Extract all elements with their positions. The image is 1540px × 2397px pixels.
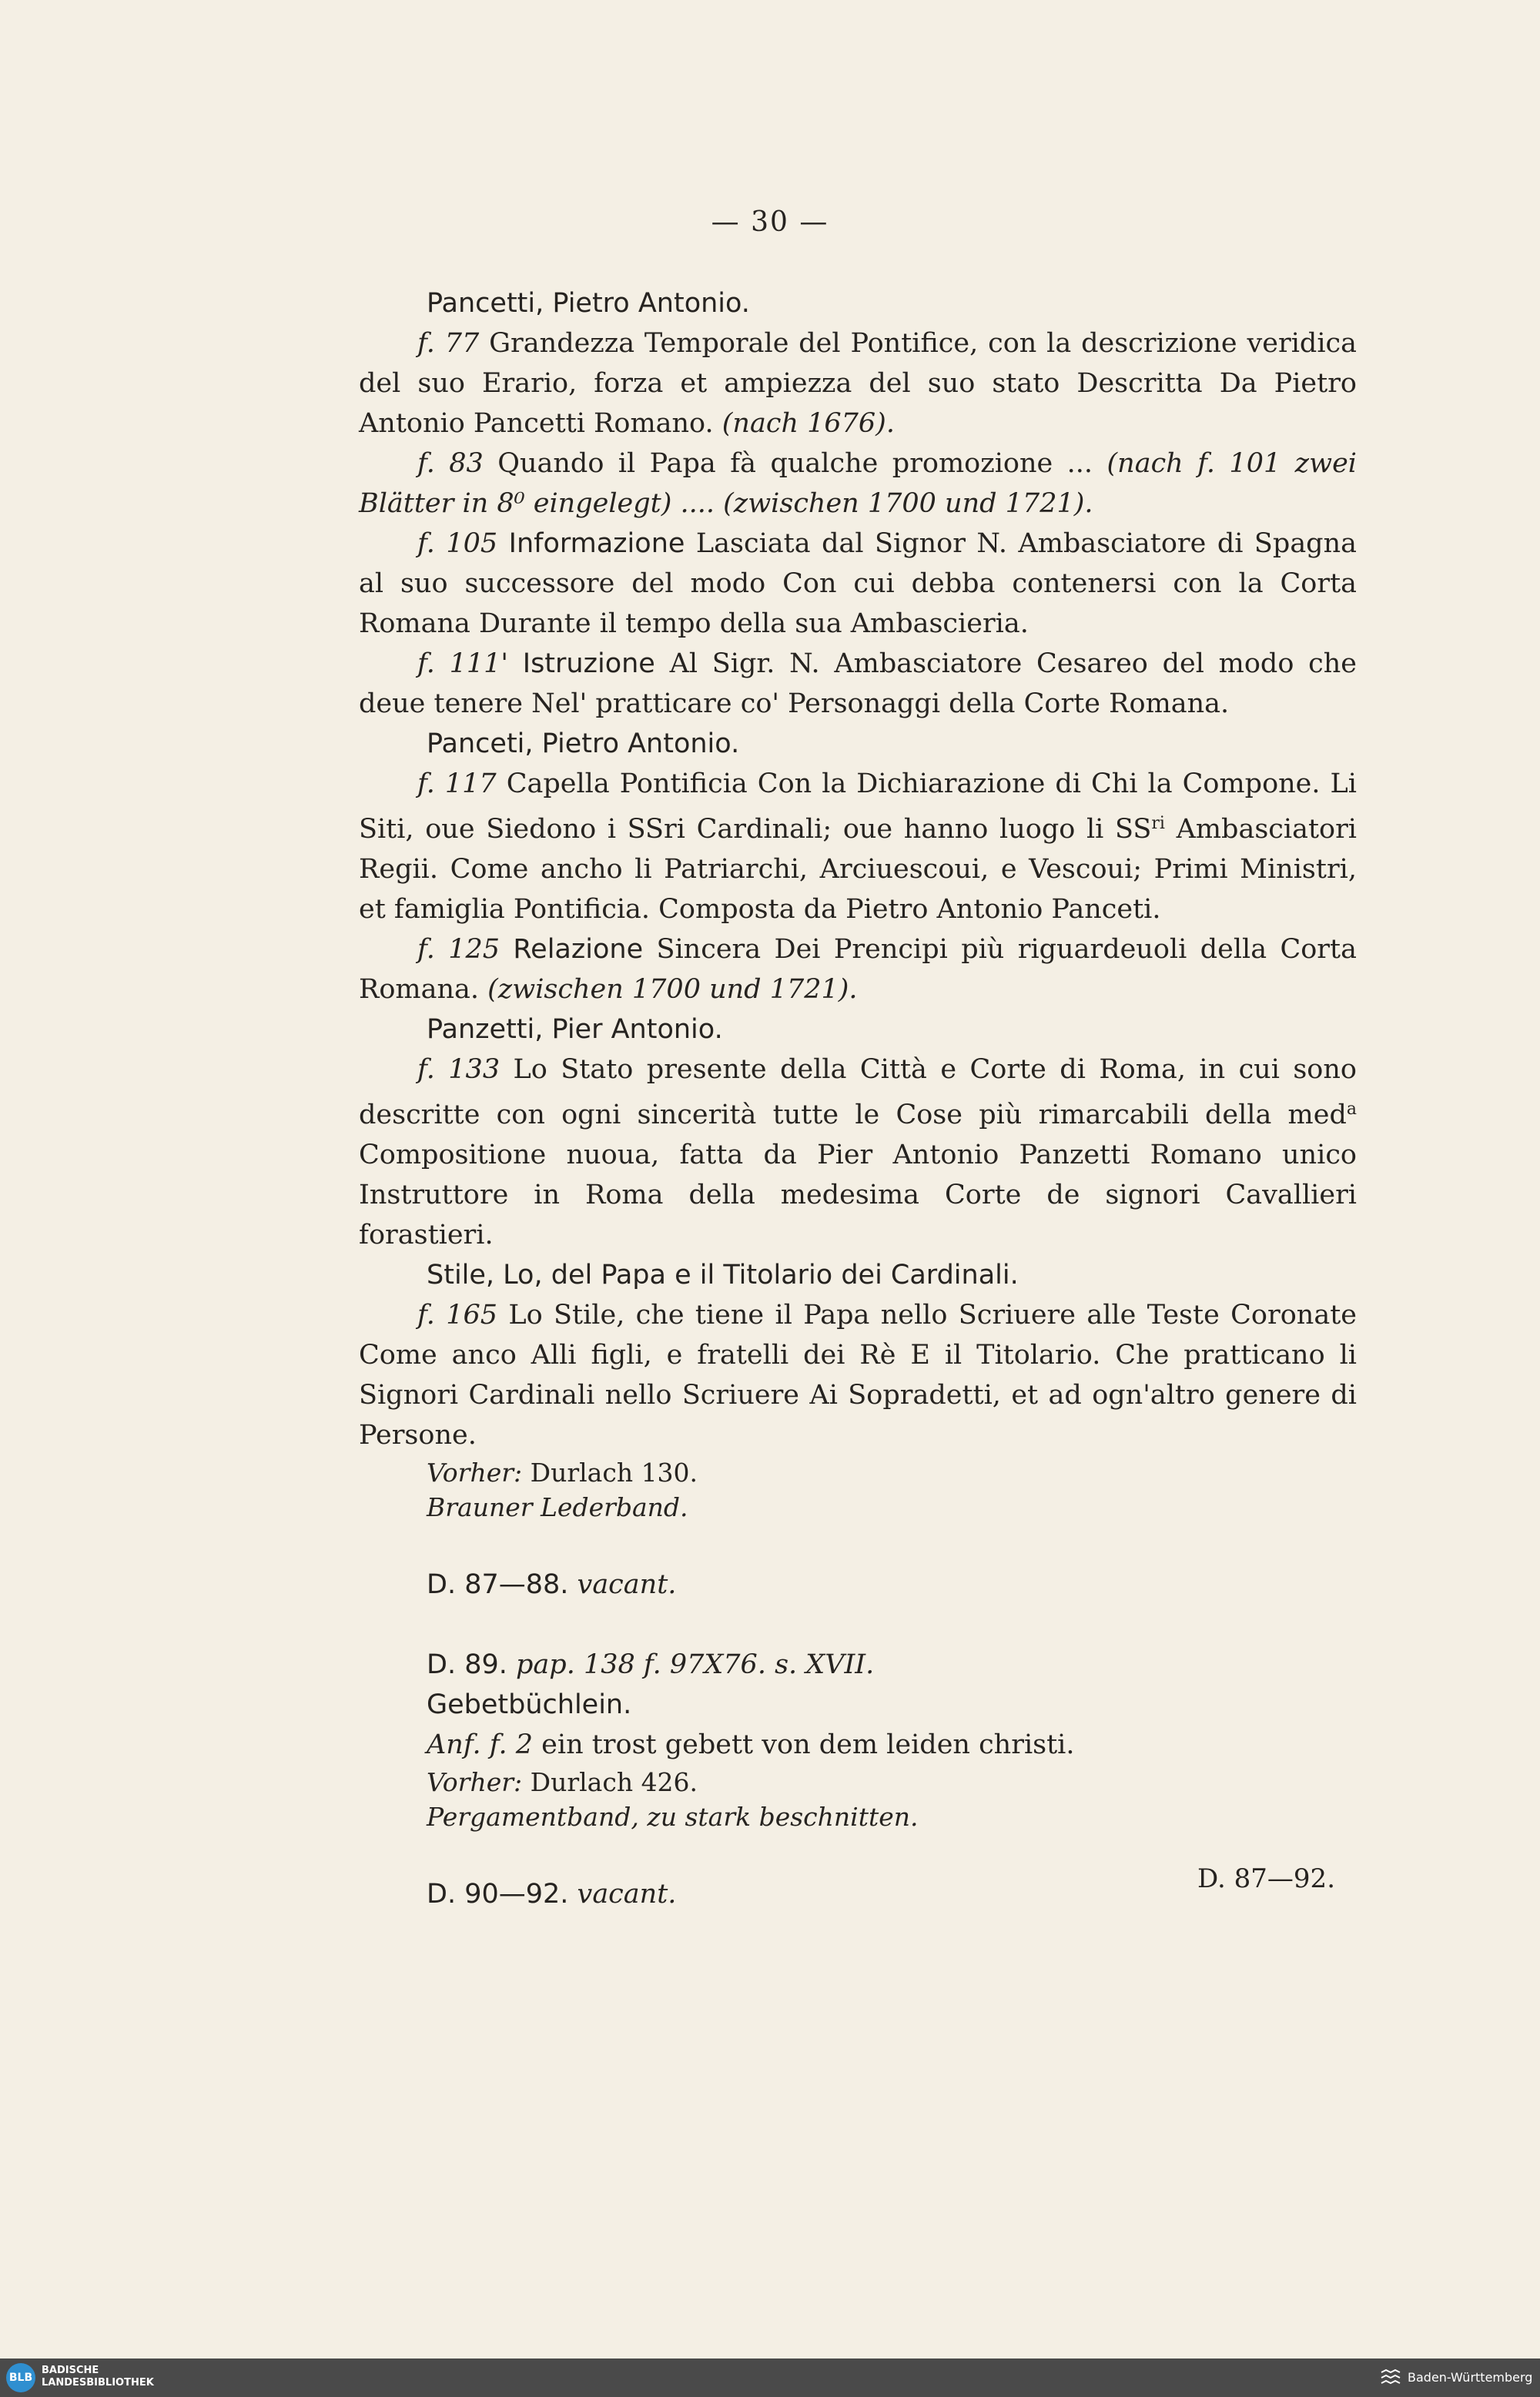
binding-note: Pergamentband, zu stark beschnitten.: [427, 1802, 919, 1832]
folio-ref: f. 77: [417, 328, 480, 359]
date-note: (nach f. 101 zwei Blätter in 8⁰ eingelegt) .... (zwischen 1700 und 1721).: [359, 448, 1357, 519]
library-name-line1: BADISCHE: [42, 2365, 99, 2376]
entry-lead: Informazione: [508, 528, 685, 559]
entry-heading: Panzetti, Pier Antonio.: [427, 1014, 723, 1045]
entry-heading: Gebetbüchlein.: [427, 1689, 632, 1720]
provenance-block: [359, 1455, 1357, 1525]
entry-f117: [359, 764, 1357, 929]
shelfmark: D. 89.: [427, 1649, 507, 1680]
shelfmark: D. 90—92.: [427, 1879, 569, 1910]
incipit: [359, 1725, 1357, 1765]
date-note: (zwischen 1700 und 1721).: [487, 974, 858, 1005]
shelfmark-d87: [359, 1565, 1357, 1605]
shelfmark-d89: [359, 1645, 1357, 1685]
entry-text: Al Sigr. N. Ambasciatore Cesareo del modo che deue tenere Nel' pratticare co' Personaggi della Corte Romana.: [359, 648, 1357, 719]
provenance-block: [359, 1765, 1357, 1834]
entry-text: Lo Stato presente della Città e Corte di Roma, in cui sono descritte con ogni sincerità tutte le Cose più rimarcabili della med: [359, 1054, 1357, 1130]
entry-heading: Panceti, Pietro Antonio.: [427, 728, 740, 759]
vorher-label: Vorher:: [427, 1458, 523, 1488]
library-name-line2: LANDESBIBLIOTHEK: [42, 2377, 154, 2389]
folio-ref: f. 117: [417, 768, 497, 799]
entry-text: Quando il Papa fà qualche promozione ...: [497, 448, 1093, 479]
vorher-value: Durlach 130.: [530, 1458, 698, 1488]
incipit-text: ein trost gebett von dem leiden christi.: [541, 1729, 1075, 1760]
folio-ref: f. 133: [417, 1054, 500, 1085]
state-emblem-icon: [1378, 2366, 1401, 2389]
entry-text: Lasciata dal Signor N. Ambasciatore di Spagna al suo successore del modo Con cui debba contenersi con la Corta Romana Durante il tempo della sua Ambascieria.: [359, 528, 1357, 639]
entry-text: Grandezza Temporale del Pontifice, con la descrizione veridica del suo Erario, forza et ampiezza del suo stato Descritta Da Pietro Antonio Pancetti Romano.: [359, 328, 1357, 439]
folio-ref: f. 83: [417, 448, 484, 479]
shelfmark: D. 87—88.: [427, 1569, 569, 1600]
superscript: ri: [1151, 814, 1165, 833]
binding-note: Brauner Lederband.: [427, 1492, 688, 1522]
vorher-label: Vorher:: [427, 1767, 523, 1797]
entry-f133: [359, 1050, 1357, 1255]
entry-heading: Stile, Lo, del Papa e il Titolario dei Cardinali.: [427, 1260, 1019, 1291]
entry-lead: Istruzione: [522, 648, 655, 679]
library-logo-icon[interactable]: BLB: [6, 2363, 35, 2392]
entry-lead: Relazione: [513, 934, 644, 965]
entry-f77: [359, 323, 1357, 444]
superscript: a: [1346, 1100, 1357, 1119]
folio-ref: f. 165: [417, 1300, 497, 1331]
status: vacant.: [577, 1879, 677, 1910]
catalog-text: [359, 283, 1357, 1914]
footer-bar: [0, 2359, 1540, 2397]
entry-f105: [359, 524, 1357, 644]
folio-ref: f. 111': [417, 648, 508, 679]
state-name[interactable]: Baden-Württemberg: [1408, 2370, 1533, 2385]
entry-heading: Pancetti, Pietro Antonio.: [427, 288, 750, 319]
incipit-label: Anf. f. 2: [427, 1729, 534, 1760]
folio-ref: f. 105: [417, 528, 498, 559]
folio-ref: f. 125: [417, 934, 500, 965]
status: vacant.: [577, 1569, 677, 1600]
entry-text: Lo Stile, che tiene il Papa nello Scriuere alle Teste Coronate Come anco Alli figli, e fratelli dei Rè E il Titolario. Che pratticano li Signori Cardinali nello Scriuere Ai Sopradetti, et ad ogn'altro genere di Persone.: [359, 1300, 1357, 1451]
date-note: (nach 1676).: [721, 408, 895, 439]
entry-f165: [359, 1295, 1357, 1455]
range-reference: D. 87—92.: [1197, 1863, 1335, 1894]
entry-text-continued: Ambasciatori Regii. Come ancho li Patriarchi, Arciuescoui, e Vescoui; Primi Ministri, et famiglia Pontificia. Composta da Pietro Antonio Panceti.: [359, 814, 1357, 925]
entry-f111: [359, 644, 1357, 724]
page-number: — 30 —: [711, 206, 829, 238]
entry-f83: [359, 444, 1357, 524]
physical-description: pap. 138 f. 97X76. s. XVII.: [516, 1649, 875, 1680]
entry-f125: [359, 929, 1357, 1009]
library-name: [42, 2365, 154, 2389]
entry-text: Capella Pontificia Con la Dichiarazione di Chi la Compone. Li Siti, oue Siedono i SSri Cardinali; oue hanno luogo li SS: [359, 768, 1357, 845]
vorher-value: Durlach 426.: [530, 1767, 698, 1797]
entry-text: Sincera Dei Prencipi più riguardeuoli della Corta Romana.: [359, 934, 1357, 1005]
entry-text-continued: Compositione nuoua, fatta da Pier Antonio Panzetti Romano unico Instruttore in Roma della medesima Corte de signori Cavallieri forastieri.: [359, 1140, 1357, 1250]
